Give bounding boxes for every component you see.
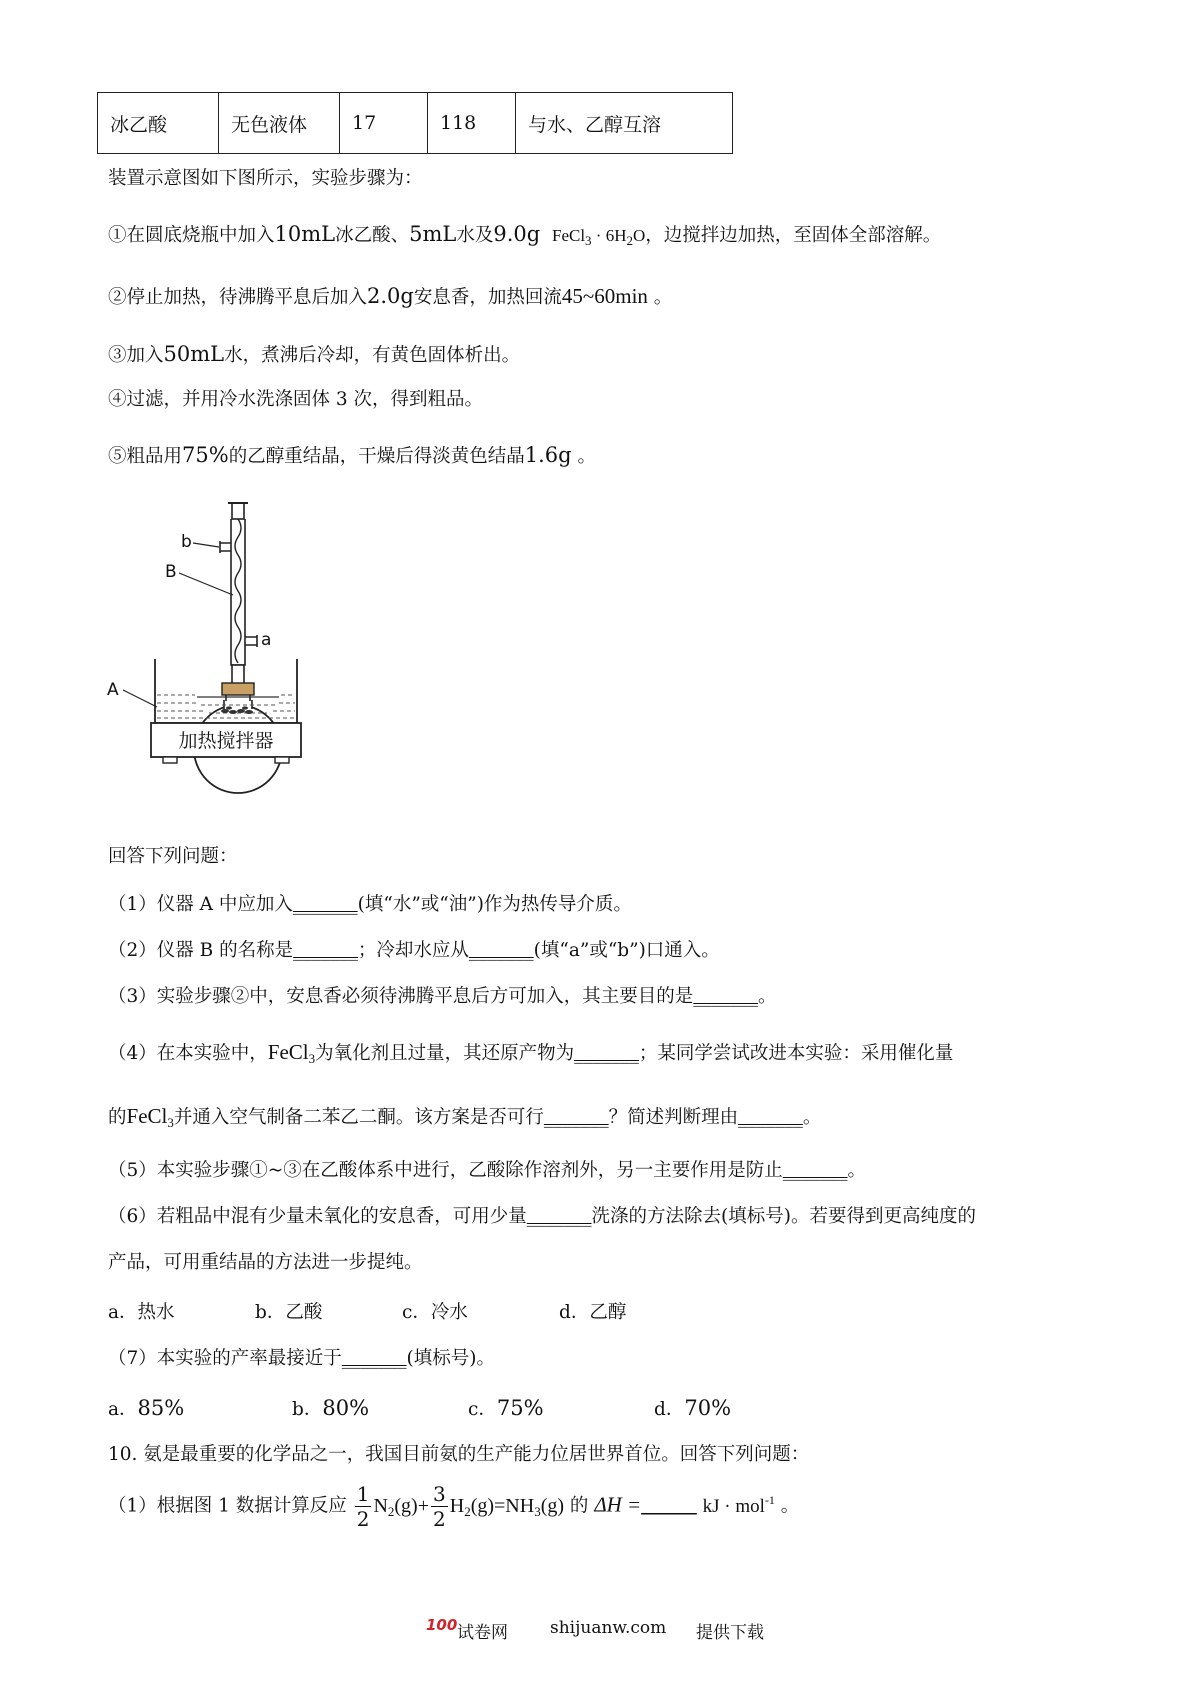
table-cell: 冰乙酸 (98, 93, 219, 154)
text: O (633, 226, 646, 245)
text: ③加入 (108, 345, 164, 366)
text: 的 (108, 1107, 127, 1128)
text: 并通入空气制备二苯乙二酮。该方案是否可行 (173, 1107, 544, 1128)
step-2 (108, 284, 672, 309)
text: FeCl (126, 1104, 168, 1128)
question-1 (108, 894, 632, 916)
table-cell: 118 (428, 93, 516, 154)
value: 45~60min (561, 284, 648, 308)
text: （4）在本实验中， (108, 1043, 268, 1064)
answer-blank[interactable]: _______ (738, 1107, 803, 1128)
text: N (373, 1494, 388, 1517)
answer-blank[interactable]: _______ (543, 1107, 609, 1128)
value: 1.6g (524, 443, 572, 467)
text: 2 (387, 1503, 395, 1519)
step-5 (108, 443, 596, 468)
intro-text: 装置示意图如下图所示，实验步骤为： (108, 168, 423, 189)
value: 80% (322, 1396, 370, 1420)
step-3 (108, 342, 520, 367)
answer-blank[interactable]: _______ (782, 1160, 848, 1181)
text: 的 (569, 1495, 589, 1517)
text: 。 (802, 1107, 822, 1128)
question-4-line-1 (108, 1040, 953, 1067)
site-logo: 100 (426, 1616, 458, 1634)
option-b[interactable]: b．乙酸 (255, 1302, 323, 1323)
delta-h: ΔH = (594, 1492, 642, 1517)
text: 的乙醇重结晶，干燥后得淡黄色结晶 (228, 446, 525, 467)
text: · 6H (591, 226, 627, 245)
question-6-options (108, 1302, 626, 1324)
question-10-heading: 10. 氨是最重要的化学品之一，我国目前氨的生产能力位居世界首位。回答下列问题： (108, 1444, 810, 1465)
answer-blank[interactable]: _______ (292, 894, 358, 915)
text: FeCl (551, 226, 586, 245)
label-a: a (261, 630, 272, 650)
text: （2）仪器 B 的名称是 (108, 940, 294, 961)
fraction (355, 1484, 372, 1529)
text: 洗涤的方法除去(填标号)。若要得到更高纯度的 (591, 1206, 976, 1227)
answer-blank[interactable]: ______ (641, 1496, 697, 1517)
site-name: 试卷网 (457, 1623, 508, 1643)
question-7 (108, 1348, 495, 1370)
label-A: A (107, 680, 119, 700)
question-2 (108, 940, 720, 962)
text: -1 (764, 1492, 775, 1507)
text: 水及 (456, 225, 494, 246)
denominator: 2 (433, 1507, 446, 1531)
step-4: ④过滤，并用冷水洗涤固体 3 次，得到粗品。 (108, 389, 484, 410)
table-cell: 17 (340, 93, 428, 154)
text: ？简述判断理由 (608, 1107, 739, 1128)
text: (g) (540, 1494, 565, 1517)
text: 3 (585, 233, 592, 248)
text: ；某同学尝试改进本实验：采用催化量 (638, 1043, 954, 1064)
denominator: 2 (356, 1507, 370, 1531)
value: 70% (684, 1396, 732, 1420)
option-d[interactable] (654, 1396, 731, 1421)
value: 10mL (274, 222, 336, 246)
text: FeCl (267, 1040, 309, 1064)
fraction (431, 1484, 448, 1529)
question-7-options (108, 1396, 731, 1421)
text: (g)=NH (470, 1494, 535, 1517)
option-b[interactable] (292, 1396, 468, 1421)
text: 水，煮沸后冷却，有黄色固体析出。 (224, 345, 521, 366)
value: 75% (496, 1396, 544, 1420)
numerator: 3 (433, 1482, 446, 1506)
option-c[interactable] (468, 1396, 654, 1421)
properties-table (97, 92, 733, 154)
stopper (222, 683, 254, 695)
condenser-coil (235, 519, 241, 663)
text: 3 (534, 1503, 541, 1519)
table-cell: 与水、乙醇互溶 (516, 93, 733, 154)
label-B: B (165, 562, 177, 582)
text: 2 (626, 233, 633, 248)
text: 冰乙酸、 (335, 225, 410, 246)
answer-blank[interactable]: _______ (468, 940, 534, 961)
text: H (449, 1494, 465, 1517)
question-6-line-1 (108, 1206, 976, 1228)
value: 75% (182, 443, 229, 467)
text: ，边搅拌边加热，至固体全部溶解。 (645, 225, 942, 246)
text: 。 (758, 986, 777, 1007)
numerator: 1 (356, 1482, 370, 1506)
apparatus-diagram (105, 495, 335, 820)
text: (填标号)。 (406, 1348, 495, 1369)
value: 2.0g (367, 284, 414, 308)
answer-blank[interactable]: _______ (293, 940, 358, 961)
text: （1）根据图 1 数据计算反应 (108, 1495, 347, 1517)
text: （7）本实验的产率最接近于 (108, 1348, 342, 1369)
question-10-1 (108, 1484, 799, 1529)
option-d[interactable]: d．乙醇 (559, 1302, 627, 1323)
stirrer-label: 加热搅拌器 (178, 730, 274, 752)
text: (填“a”或“b”)口通入。 (533, 940, 720, 961)
text: d． (654, 1399, 685, 1420)
text: 3 (308, 1051, 316, 1066)
answer-blank[interactable]: _______ (526, 1206, 592, 1227)
text: 安息香，加热回流 (413, 287, 562, 308)
text: 。 (847, 1160, 867, 1181)
text: ；冷却水应从 (357, 940, 469, 961)
text: 。 (780, 1495, 800, 1517)
question-6-line-2: 产品，可用重结晶的方法进一步提纯。 (108, 1252, 423, 1273)
option-a[interactable] (108, 1396, 292, 1421)
text: 为氧化剂且过量，其还原产物为 (315, 1043, 575, 1064)
chem-formula (127, 1104, 174, 1128)
text: c． (468, 1399, 497, 1420)
table-cell: 无色液体 (219, 93, 340, 154)
answer-heading: 回答下列问题： (108, 846, 238, 867)
text: （1）仪器 A 中应加入 (108, 894, 293, 915)
text: a． (108, 1399, 138, 1420)
equation (450, 1495, 564, 1517)
option-c[interactable]: c．冷水 (402, 1302, 468, 1323)
text: ⑤粗品用 (108, 446, 183, 467)
text: kJ · mol (702, 1495, 765, 1517)
answer-blank[interactable]: _______ (693, 986, 759, 1007)
option-a[interactable]: a．热水 (108, 1302, 175, 1323)
chem-formula (268, 1040, 315, 1064)
value: 50mL (163, 342, 225, 366)
chem-formula (551, 226, 646, 248)
text: ①在圆底烧瓶中加入 (108, 225, 275, 246)
footer-tagline: 提供下载 (696, 1623, 764, 1643)
text: ②停止加热，待沸腾平息后加入 (108, 287, 368, 308)
question-5 (108, 1160, 866, 1182)
text: （6）若粗品中混有少量未氧化的安息香，可用少量 (108, 1206, 527, 1227)
text: 3 (167, 1115, 174, 1130)
text: （3）实验步骤②中，安息香必须待沸腾平息后方可加入，其主要目的是 (108, 986, 694, 1007)
unit (702, 1492, 775, 1517)
label-b: b (181, 532, 192, 552)
text: （5）本实验步骤①~③在乙酸体系中进行，乙酸除作溶剂外，另一主要作用是防止 (108, 1160, 783, 1181)
text: 。 (577, 446, 596, 467)
value: 85% (137, 1396, 185, 1420)
site-domain[interactable]: shijuanw.com (550, 1618, 667, 1638)
table-row (98, 93, 733, 154)
equation (373, 1495, 429, 1517)
answer-blank[interactable]: _______ (341, 1348, 407, 1369)
text: 。 (653, 287, 673, 308)
step-1 (108, 222, 941, 249)
value: 9.0g (493, 222, 541, 246)
question-3 (108, 986, 777, 1008)
text: (填“水”或“油”)作为热传导介质。 (357, 894, 632, 915)
text: b． (292, 1399, 323, 1420)
answer-blank[interactable]: _______ (574, 1043, 639, 1064)
condenser-top-joint (232, 503, 244, 519)
question-4-line-2 (108, 1104, 821, 1131)
value: 5mL (409, 222, 457, 246)
text: (g)+ (394, 1494, 429, 1517)
text: 2 (464, 1503, 471, 1519)
